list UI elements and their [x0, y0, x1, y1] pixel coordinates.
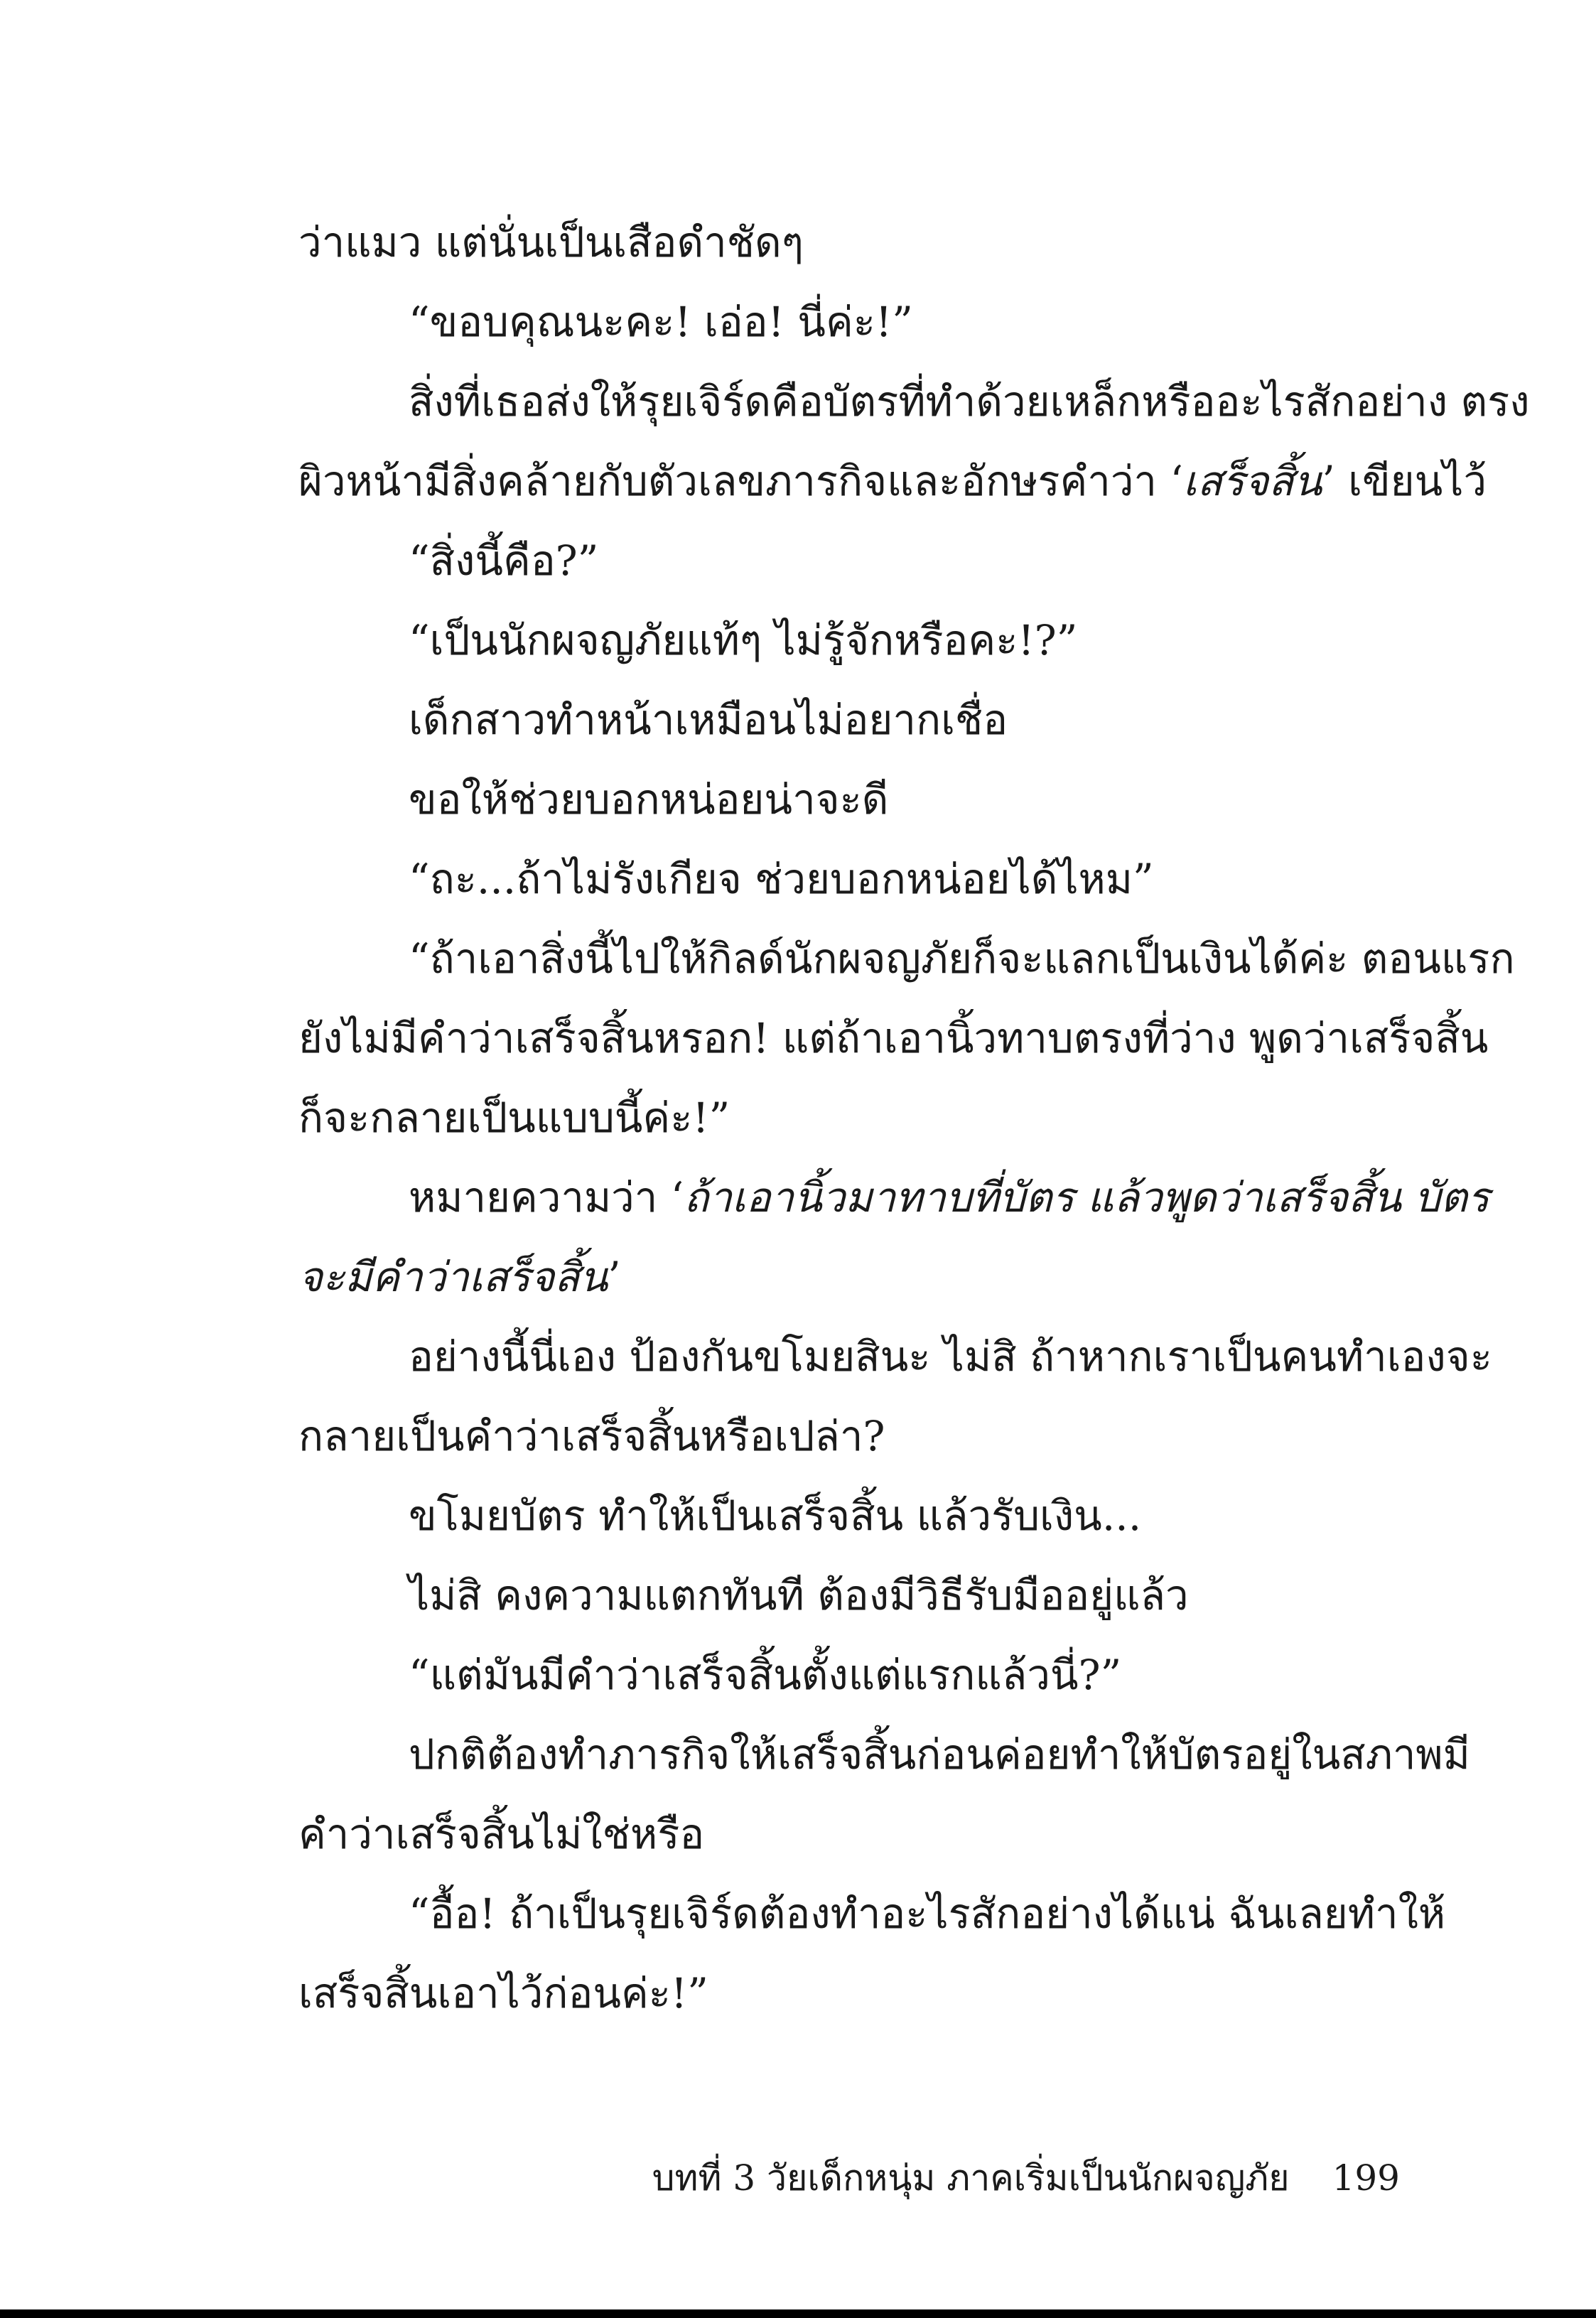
text-line: ว่าแมว แต่นั่นเป็นเสือดำชัดๆ [298, 218, 804, 266]
text-line [298, 1158, 1490, 1237]
italic-text: เสร็จสิ้น [1182, 457, 1322, 505]
text-line: เด็กสาวทำหน้าเหมือนไม่อยากเชื่อ [409, 696, 1008, 744]
text-span: ’ [608, 1253, 621, 1301]
text-line: “ถะ...ถ้าไม่รังเกียจ ช่วยบอกหน่อยได้ไหม” [409, 855, 1154, 903]
text-line: “เป็นนักผจญภัยแท้ๆ ไม่รู้จักหรือคะ!?” [409, 616, 1078, 664]
text-line: ยังไม่มีคำว่าเสร็จสิ้นหรอก! แต่ถ้าเอานิ้วทาบตรงที่ว่าง พูดว่าเสร็จสิ้น [298, 1014, 1489, 1062]
text-span: ’ เขียนไว้ [1322, 457, 1487, 505]
page-body [298, 203, 1530, 2033]
text-line: อย่างนี้นี่เอง ป้องกันขโมยสินะ ไม่สิ ถ้าหากเราเป็นคนทำเองจะ [409, 1332, 1492, 1381]
text-line: ไม่สิ คงความแตกทันที ต้องมีวิธีรับมืออยู่แล้ว [409, 1571, 1189, 1619]
chapter-title: บทที่ 3 วัยเด็กหนุ่ม ภาคเริ่มเป็นนักผจญภัย [652, 2157, 1290, 2199]
text-line: สิ่งที่เธอส่งให้รุยเจิร์ดคือบัตรที่ทำด้วยเหล็กหรืออะไรสักอย่าง ตรง [409, 377, 1530, 426]
bottom-border [0, 2309, 1596, 2318]
text-line: “อื้อ! ถ้าเป็นรุยเจิร์ดต้องทำอะไรสักอย่างได้แน่ ฉันเลยทำให้ [409, 1890, 1446, 1938]
text-line: ก็จะกลายเป็นแบบนี้ค่ะ!” [298, 1094, 730, 1142]
text-line: “ขอบคุณนะคะ! เอ่อ! นี่ค่ะ!” [409, 298, 913, 346]
text-line: กลายเป็นคำว่าเสร็จสิ้นหรือเปล่า? [298, 1412, 885, 1460]
text-line: “สิ่งนี้คือ?” [409, 537, 599, 585]
text-line [298, 1237, 1400, 1317]
page-number: 199 [1332, 2157, 1400, 2199]
text-line [298, 441, 1487, 521]
text-line: “แต่มันมีคำว่าเสร็จสิ้นตั้งแต่แรกแล้วนี่?” [409, 1651, 1122, 1699]
text-line: “ถ้าเอาสิ่งนี้ไปให้กิลด์นักผจญภัยก็จะแลกเป็นเงินได้ค่ะ ตอนแรก [409, 934, 1515, 983]
italic-text: จะมีคำว่าเสร็จสิ้น [298, 1253, 608, 1301]
text-line: คำว่าเสร็จสิ้นไม่ใช่หรือ [298, 1810, 705, 1858]
text-line: ขโมยบัตร ทำให้เป็นเสร็จสิ้น แล้วรับเงิน... [409, 1492, 1142, 1540]
text-line: ขอให้ช่วยบอกหน่อยน่าจะดี [409, 775, 889, 824]
text-line: เสร็จสิ้นเอาไว้ก่อนค่ะ!” [298, 1969, 708, 2017]
italic-text: ถ้าเอานิ้วมาทาบที่บัตร แล้วพูดว่าเสร็จสิ้น บัตร [684, 1173, 1490, 1222]
page-footer [298, 2146, 1400, 2210]
text-line: ปกติต้องทำภารกิจให้เสร็จสิ้นก่อนค่อยทำให้บัตรอยู่ในสภาพมี [409, 1730, 1470, 1779]
text-span: ผิวหน้ามีสิ่งคล้ายกับตัวเลขภารกิจและอักษรคำว่า ‘ [298, 457, 1183, 505]
text-span: หมายความว่า ‘ [409, 1173, 684, 1222]
